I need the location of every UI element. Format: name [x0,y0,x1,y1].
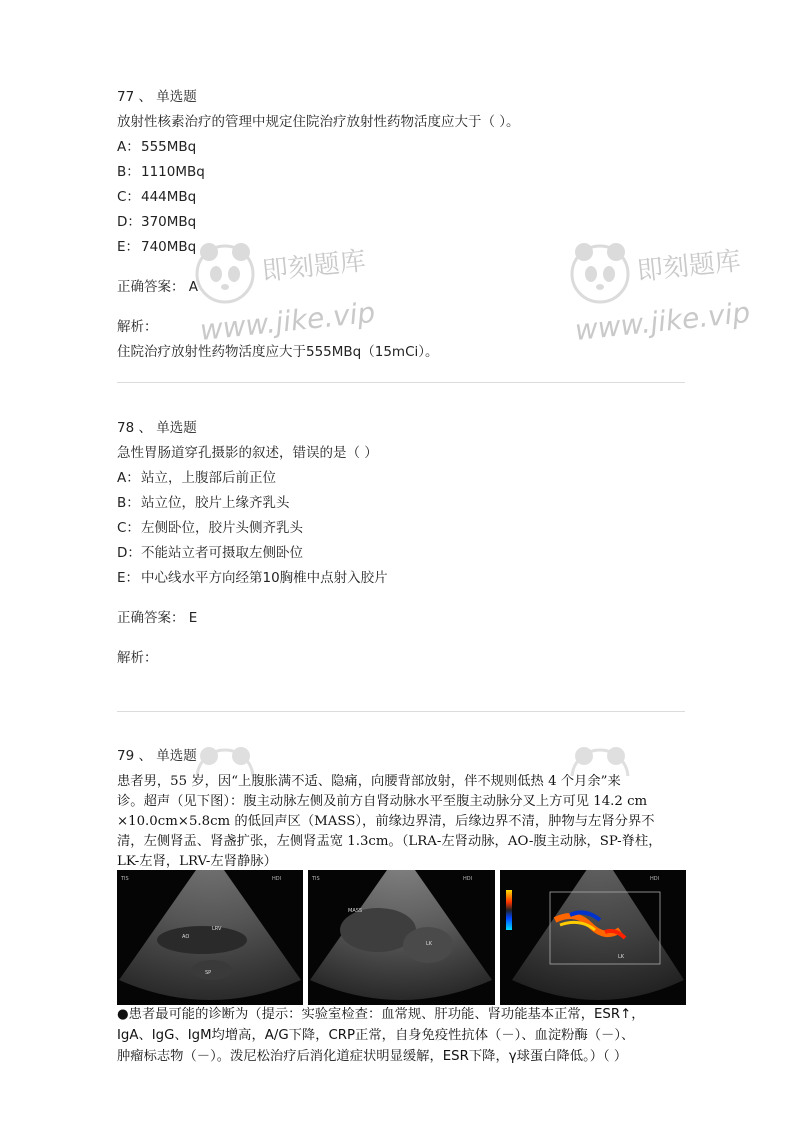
case-line: LK-左肾，LRV-左肾静脉） [117,854,277,869]
option-c[interactable] [117,185,687,210]
analysis-text: 住院治疗放射性药物活度应大于555MBq（15mCi）。 [117,344,439,360]
option-e[interactable] [117,235,687,260]
correct-answer [117,606,687,631]
question-stem: 急性胃肠道穿孔摄影的叙述，错误的是（ ） [117,445,378,461]
case-line: ×10.0cm×5.8cm 的低回声区（MASS），前缘边界清，后缘边界不清，肿物与左肾分界不 [117,814,655,829]
answer-label: 正确答案： [117,279,185,295]
case-line: 患者男，55 岁，因“上腹胀满不适、隐痛，向腰背部放射，伴不规则低热 4 个月余”来 [117,774,621,789]
case-description [117,772,687,872]
option-text: 1110MBq [141,164,205,180]
svg-text:HDI: HDI [463,876,473,882]
question-78 [117,416,687,671]
ultrasound-images [117,870,686,1005]
question-header: 79 、 单选题 [117,748,197,764]
option-text: 444MBq [141,189,197,205]
question-prompt [117,1004,687,1067]
option-key: B： [117,495,140,511]
scan-label: LRV [212,926,222,932]
correct-answer [117,275,687,300]
option-text: 站立位，胶片上缘齐乳头 [141,495,290,511]
scan-label: LK [617,954,624,960]
question-77 [117,85,687,365]
watermark-brand: 即刻题库 [635,246,743,287]
option-key: C： [117,189,140,205]
watermark-brand: 即刻题库 [260,246,368,287]
answer-label: 正确答案： [117,610,185,626]
option-d[interactable] [117,210,687,235]
analysis-label: 解析： [117,650,158,666]
question-79 [117,744,687,769]
option-key: D： [117,545,141,561]
option-text: 左侧卧位，胶片头侧齐乳头 [141,520,303,536]
watermark-url: www.jike.vip [198,295,377,347]
option-key: B： [117,164,140,180]
divider [117,382,685,383]
question-stem: 放射性核素治疗的管理中规定住院治疗放射性药物活度应大于（ ）。 [117,114,520,130]
scan-label: MASS [348,908,363,914]
ultrasound-image-1 [117,870,303,1005]
svg-text:TIS: TIS [121,876,129,882]
option-a[interactable] [117,466,687,491]
case-line: 清，左侧肾盂、肾盏扩张，左侧肾盂宽 1.3cm。（LRA-左肾动脉，AO-腹主动脉，SP-脊柱， [117,834,662,849]
option-text: 740MBq [141,239,197,255]
svg-text:HDI: HDI [649,876,659,882]
option-text: 370MBq [141,214,197,230]
prompt-line: 肿瘤标志物（－）。泼尼松治疗后消化道症状明显缓解，ESR下降，γ球蛋白降低。）（ ） [117,1049,628,1064]
watermark-url: www.jike.vip [573,295,752,347]
case-line: 诊。超声（见下图）：腹主动脉左侧及前方自肾动脉水平至腹主动脉分叉上方可见 14.2 cm [117,794,648,809]
option-key: D： [117,214,141,230]
option-key: C： [117,520,140,536]
option-key: E： [117,570,140,586]
option-text: 站立，上腹部后前正位 [141,470,276,486]
option-c[interactable] [117,516,687,541]
question-header: 78 、 单选题 [117,420,197,436]
option-a[interactable] [117,135,687,160]
analysis-label: 解析： [117,319,158,335]
option-key: A： [117,470,140,486]
svg-text:TIS: TIS [312,876,321,882]
option-b[interactable] [117,491,687,516]
divider [117,711,685,712]
option-key: A： [117,139,140,155]
scan-label: SP [205,970,212,976]
option-list [117,466,687,591]
answer-value: E [188,610,198,626]
ultrasound-image-2 [308,870,494,1005]
prompt-line: ●患者最可能的诊断为（提示：实验室检查：血常规、肝功能、肾功能基本正常，ESR↑， [117,1007,645,1022]
option-list [117,135,687,260]
answer-value: A [188,279,199,295]
svg-text:HDI: HDI [272,876,282,882]
option-b[interactable] [117,160,687,185]
option-d[interactable] [117,541,687,566]
option-key: E： [117,239,140,255]
option-text: 中心线水平方向经第10胸椎中点射入胶片 [141,570,388,586]
option-text: 不能站立者可摄取左侧卧位 [141,545,303,561]
option-text: 555MBq [141,139,197,155]
scan-label: LK [426,941,433,947]
option-e[interactable] [117,566,687,591]
prompt-line: IgA、IgG、IgM均增高，A/G下降，CRP正常，自身免疫性抗体（－）、血淀粉酶（－）、 [117,1028,635,1043]
question-header: 77 、 单选题 [117,89,197,105]
scan-label: AO [182,934,190,940]
ultrasound-image-3 [500,870,686,1005]
